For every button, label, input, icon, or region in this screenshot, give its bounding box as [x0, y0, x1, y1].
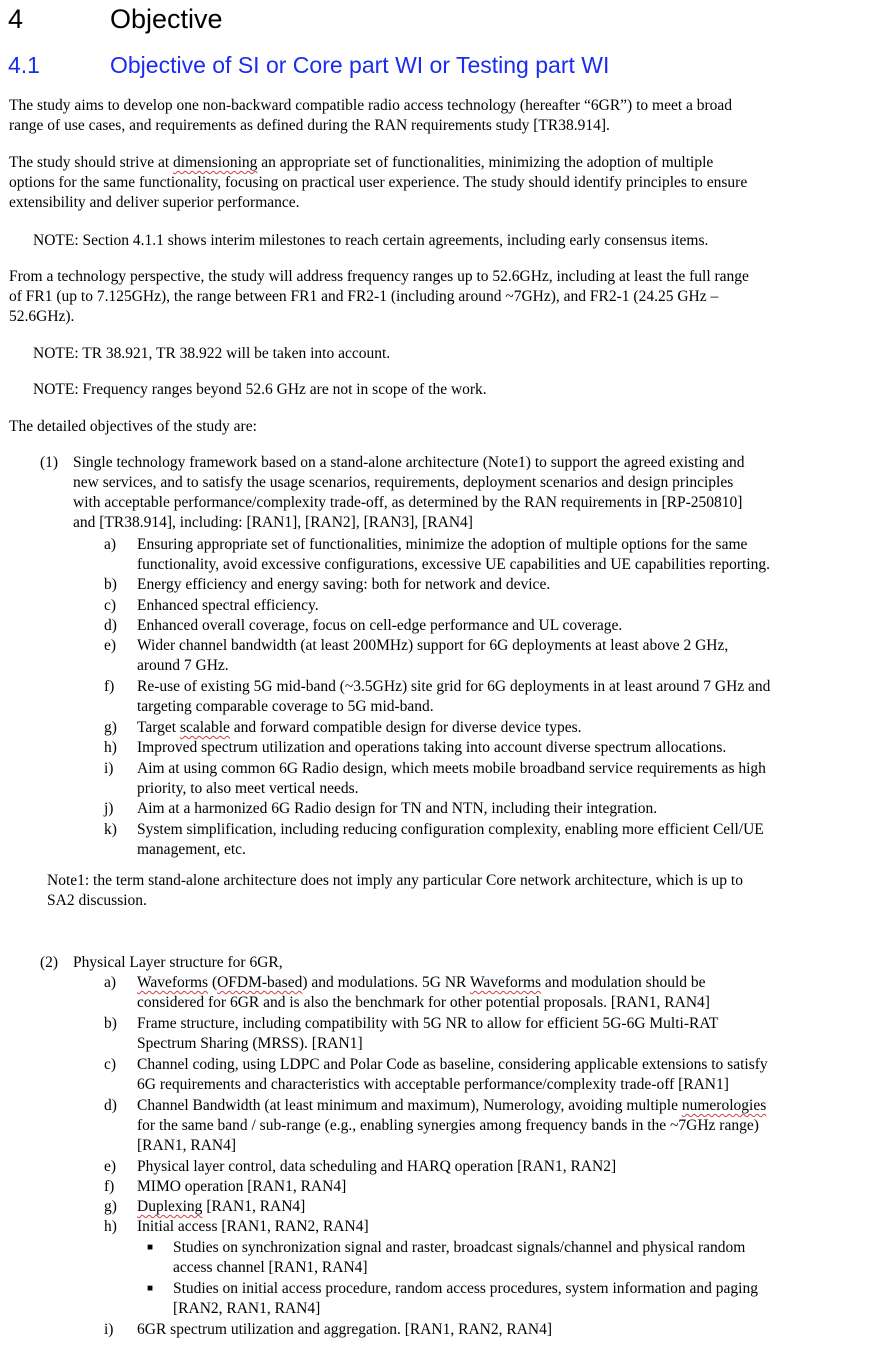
heading-2-number: 4.1 — [8, 52, 40, 78]
list-item — [137, 718, 582, 738]
text-line: Note1: the term stand-alone architecture does not imply any particular Core network architecture, which is up to — [47, 872, 743, 889]
spellcheck-word: scalable — [179, 719, 230, 736]
heading-2-title: Objective of SI or Core part WI or Testing part WI — [110, 52, 610, 78]
list-item — [137, 799, 657, 819]
text-line: NOTE: TR 38.921, TR 38.922 will be taken into account. — [33, 345, 391, 362]
text-span: [RAN1, RAN4] — [202, 1198, 306, 1215]
list-item-label: f) — [104, 1178, 115, 1195]
text-span: Channel Bandwidth (at least minimum and maximum), Numerology, avoiding multiple — [137, 1097, 682, 1114]
text-span: and forward compatible design for diverse device types. — [229, 719, 582, 736]
list-item — [137, 677, 770, 717]
text-line: Aim at using common 6G Radio design, which meets mobile broadband service requirements as high — [137, 760, 766, 777]
objective-2-title — [73, 953, 283, 973]
text-line: Physical Layer structure for 6GR, — [73, 954, 283, 971]
list-item — [137, 636, 728, 676]
text-line: for the same band / sub-range (e.g., enabling synergies among frequency bands in the ~7GHz range) — [137, 1117, 759, 1134]
list-item — [137, 759, 766, 799]
list-item — [137, 1197, 305, 1217]
note-frequency-scope — [33, 380, 487, 400]
text-line: options for the same functionality, focusing on practical user experience. The study should identify principles to ensure — [9, 174, 748, 191]
list-item-label: i) — [104, 760, 114, 777]
text-line: access channel [RAN1, RAN4] — [173, 1259, 368, 1276]
list-item — [137, 1096, 766, 1156]
list-item — [137, 973, 710, 1013]
list-item — [137, 575, 550, 595]
list-item-label: c) — [104, 1056, 117, 1073]
list-item — [137, 1014, 718, 1054]
spellcheck-word: Duplexing — [137, 1198, 203, 1215]
text-line: The study aims to develop one non-backward compatible radio access technology (hereafter “6GR”) to meet a broad — [9, 97, 733, 114]
text-line: NOTE: Frequency ranges beyond 52.6 GHz are not in scope of the work. — [33, 381, 487, 398]
spellcheck-word: numerologies — [681, 1097, 767, 1114]
text-line: with acceptable performance/complexity trade-off, as determined by the RAN requirements in [RP-250810] — [73, 494, 743, 511]
list-item — [137, 1320, 552, 1340]
text-line: 6G requirements and characteristics with acceptable performance/complexity trade-off [RAN1] — [137, 1076, 729, 1093]
list-item-label: b) — [104, 576, 117, 593]
text-span: an appropriate set of functionalities, minimizing the adoption of multiple — [257, 154, 714, 171]
paragraph-detailed-objectives — [9, 417, 257, 437]
bullet-square-icon: ■ — [147, 1242, 154, 1253]
text-line: around 7 GHz. — [137, 657, 229, 674]
text-line: functionality, avoid excessive configurations, excessive UE capabilities and UE capabilities reporting. — [137, 556, 771, 573]
text-line: priority, to also meet vertical needs. — [137, 780, 359, 797]
list-item-label: g) — [104, 719, 117, 736]
bullet-item — [173, 1279, 758, 1319]
text-line: Physical layer control, data scheduling and HARQ operation [RAN1, RAN2] — [137, 1158, 617, 1175]
heading-1-number: 4 — [8, 4, 24, 34]
text-line: considered for 6GR and is also the benchmark for other potential proposals. [RAN1, RAN4] — [137, 994, 710, 1011]
text-line: Improved spectrum utilization and operations taking into account diverse spectrum allocations. — [137, 739, 727, 756]
text-line: extensibility and deliver superior performance. — [9, 194, 300, 211]
text-span: The study should strive at — [9, 154, 174, 171]
list-item — [137, 616, 622, 636]
text-line: Enhanced overall coverage, focus on cell-edge performance and UL coverage. — [137, 617, 623, 634]
paragraph-strive — [9, 153, 747, 213]
list-item-label: d) — [104, 617, 117, 634]
text-span: ) and modulations. 5G NR — [302, 974, 470, 991]
spellcheck-word: dimensioning — [173, 154, 258, 171]
text-line: [RAN2, RAN1, RAN4] — [173, 1300, 321, 1317]
objective-1-text — [73, 453, 744, 533]
text-line: Aim at a harmonized 6G Radio design for TN and NTN, including their integration. — [137, 800, 658, 817]
text-line: Spectrum Sharing (MRSS). [RAN1] — [137, 1035, 363, 1052]
text-line: NOTE: Section 4.1.1 shows interim milestones to reach certain agreements, including early consensus items. — [33, 232, 709, 249]
bullet-item — [173, 1238, 745, 1278]
list-item-label: b) — [104, 1015, 117, 1032]
list-item-label: h) — [104, 1218, 117, 1235]
list-item-label: h) — [104, 739, 117, 756]
paragraph-frequency — [9, 267, 749, 327]
list-item-label: k) — [104, 821, 117, 838]
spellcheck-word: OFDM-based — [217, 974, 303, 991]
list-item-label: e) — [104, 637, 117, 654]
list-item-label: c) — [104, 597, 117, 614]
spellcheck-word: Waveforms — [469, 974, 542, 991]
text-line: 52.6GHz). — [9, 308, 75, 325]
heading-1-title: Objective — [110, 4, 223, 34]
list-item-label: j) — [104, 800, 114, 817]
list-item — [137, 1217, 369, 1237]
text-line: new services, and to satisfy the usage scenarios, requirements, deployment scenarios and design principles — [73, 474, 734, 491]
text-line: Ensuring appropriate set of functionalities, minimize the adoption of multiple options for the same — [137, 536, 748, 553]
note-milestones — [33, 231, 708, 251]
text-line: Energy efficiency and energy saving: both for network and device. — [137, 576, 551, 593]
text-line: Studies on synchronization signal and raster, broadcast signals/channel and physical random — [173, 1239, 746, 1256]
text-line: [RAN1, RAN4] — [137, 1137, 237, 1154]
text-line: The detailed objectives of the study are: — [9, 418, 257, 435]
list-item-label: a) — [104, 536, 117, 553]
text-line: Re-use of existing 5G mid-band (~3.5GHz) site grid for 6G deployments in at least around 7 GHz and — [137, 678, 771, 695]
text-span: ( — [208, 974, 218, 991]
text-line: 6GR spectrum utilization and aggregation. [RAN1, RAN2, RAN4] — [137, 1321, 552, 1338]
text-line: MIMO operation [RAN1, RAN4] — [137, 1178, 347, 1195]
paragraph-intro — [9, 96, 732, 136]
text-line: Wider channel bandwidth (at least 200MHz) support for 6G deployments at least above 2 GHz, — [137, 637, 729, 654]
text-line: management, etc. — [137, 841, 246, 858]
text-line: range of use cases, and requirements as defined during the RAN requirements study [TR38.914]. — [9, 117, 610, 134]
list-item-label: i) — [104, 1321, 114, 1338]
list-item — [137, 820, 764, 860]
bullet-square-icon: ■ — [147, 1283, 154, 1294]
list-item — [137, 1157, 616, 1177]
list-item — [137, 535, 770, 575]
text-line: Frame structure, including compatibility with 5G NR to allow for efficient 5G-6G Multi-RAT — [137, 1015, 719, 1032]
list-item-label: g) — [104, 1198, 117, 1215]
list-item — [137, 1055, 768, 1095]
text-line: SA2 discussion. — [47, 892, 147, 909]
objective-1-label: (1) — [40, 454, 59, 471]
list-item-label: d) — [104, 1097, 117, 1114]
text-line: Single technology framework based on a stand-alone architecture (Note1) to support the agreed existing and — [73, 454, 745, 471]
spellcheck-word: Waveforms — [137, 974, 209, 991]
list-item — [137, 738, 726, 758]
list-item — [137, 596, 319, 616]
note-stand-alone — [47, 871, 743, 911]
objective-2-label: (2) — [40, 954, 59, 971]
text-line: of FR1 (up to 7.125GHz), the range between FR1 and FR2-1 (including around ~7GHz), and FR2-1 (24.25 GHz – — [9, 288, 719, 305]
text-line: Initial access [RAN1, RAN2, RAN4] — [137, 1218, 369, 1235]
text-line: and [TR38.914], including: [RAN1], [RAN2], [RAN3], [RAN4] — [73, 514, 473, 531]
text-line: targeting comparable coverage to 5G mid-band. — [137, 698, 434, 715]
text-line: Channel coding, using LDPC and Polar Code as baseline, considering applicable extensions to satisfy — [137, 1056, 768, 1073]
list-item-label: e) — [104, 1158, 117, 1175]
text-span: and modulation should be — [541, 974, 706, 991]
note-tr — [33, 344, 390, 364]
text-line: Studies on initial access procedure, random access procedures, system information and paging — [173, 1280, 758, 1297]
text-line: Enhanced spectral efficiency. — [137, 597, 319, 614]
list-item — [137, 1177, 346, 1197]
list-item-label: f) — [104, 678, 115, 695]
list-item-label: a) — [104, 974, 117, 991]
text-span: Target — [137, 719, 180, 736]
text-line: System simplification, including reducing configuration complexity, enabling more efficient Cell/UE — [137, 821, 764, 838]
text-line: From a technology perspective, the study will address frequency ranges up to 52.6GHz, including at least the full range — [9, 268, 749, 285]
